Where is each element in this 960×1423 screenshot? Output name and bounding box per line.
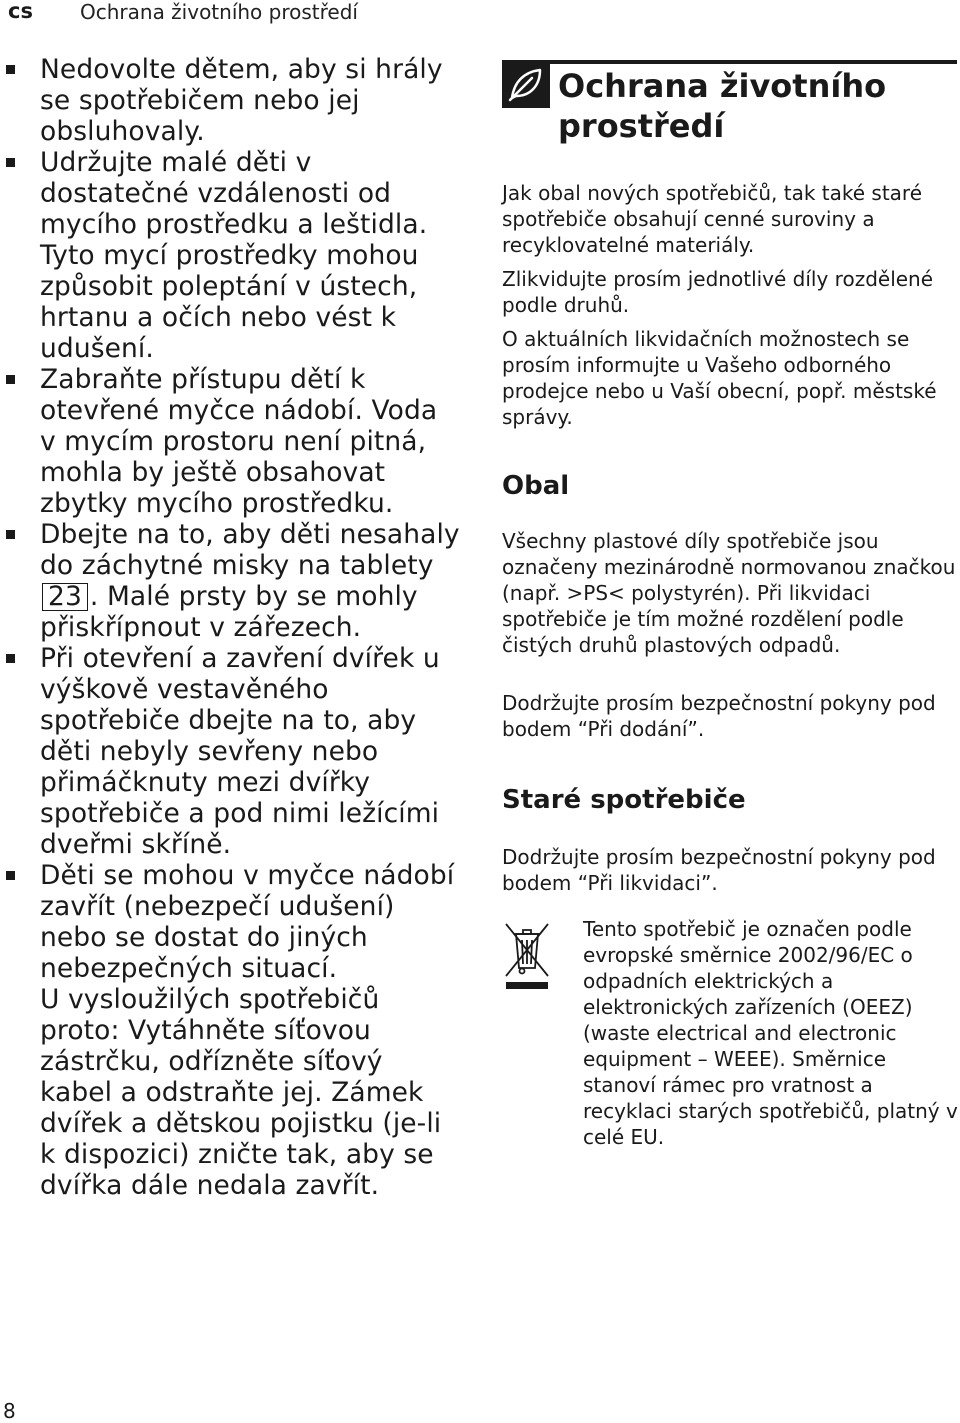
obal-paragraph: Dodržujte prosím bezpečnostní pokyny pod bodem “Při dodání”. <box>502 691 936 741</box>
bullet-square-icon <box>6 375 15 384</box>
bullet-text: Zabraňte přístupu dětí k otevřené myčce nádobí. Voda v mycím prostoru není pitná, mohla by ještě obsahovat zbytky mycího prostředku. <box>40 364 438 519</box>
page-number: 8 <box>3 1399 16 1423</box>
bullet-square-icon <box>6 871 15 880</box>
bullet-text-before: Dbejte na to, aby děti nesahaly do záchytné misky na tablety <box>40 519 460 581</box>
stare-spotrebice-heading: Staré spotřebiče <box>502 785 746 815</box>
crossed-out-bin-icon <box>502 920 552 994</box>
language-code: cs <box>8 0 33 23</box>
intro-paragraph: O aktuálních likvidačních možnostech se prosím informujte u Vašeho odborného prodejce nebo u Vaší obecní, popř. městské správy. <box>502 327 937 429</box>
bullet-text: Nedovolte dětem, aby si hrály se spotřebičem nebo jej obsluhovaly. <box>40 54 443 147</box>
list-item <box>40 147 460 364</box>
intro-paragraph: Jak obal nových spotřebičů, tak také staré spotřebiče obsahují cenné suroviny a recyklovatelné materiály. <box>502 181 922 257</box>
weee-paragraph: Tento spotřebič je označen podle evropské směrnice 2002/96/EC o odpadních elektrických a elektronických zařízeních (OEEZ) (waste electrical and electronic equipment – WEEE). Směrnice stanoví rámec pro vratnost a recyklaci starých spotřebičů, platný v celé EU. <box>583 917 958 1149</box>
bullet-square-icon <box>6 158 15 167</box>
bullet-text <box>40 519 460 643</box>
bullet-square-icon <box>6 65 15 74</box>
obal-heading: Obal <box>502 471 570 501</box>
list-item <box>40 54 460 147</box>
bullet-extra-text: U vysloužilých spotřebičů proto: Vytáhněte síťovou zástrčku, odřízněte síťový kabel a odstraňte jej. Zámek dvířek a dětskou pojistku (je-li k dispozici) zničte tak, aby se dvířka dále nedala zavřít. <box>40 984 442 1201</box>
left-column <box>40 54 460 1201</box>
bullet-square-icon <box>6 654 15 663</box>
obal-paragraph: Všechny plastové díly spotřebiče jsou označeny mezinárodně normovanou značkou (např. >PS< polystyrén). Při likvidaci spotřebiče je tím možné rozdělení podle čistých druhů plastových odpadů. <box>502 529 956 657</box>
bullet-text: Udržujte malé děti v dostatečné vzdálenosti od mycího prostředku a leštidla. Tyto mycí prostředky mohou způsobit poleptání v ústech, hrtanu a očích nebo vést k udušení. <box>40 147 428 364</box>
bullet-square-icon <box>6 530 15 539</box>
section-title: Ochrana životního prostředí <box>558 67 887 145</box>
running-title: Ochrana životního prostředí <box>80 0 358 24</box>
intro-paragraph: Zlikvidujte prosím jednotlivé díly rozdělené podle druhů. <box>502 267 934 317</box>
list-item <box>40 643 460 860</box>
stare-paragraph: Dodržujte prosím bezpečnostní pokyny pod bodem “Při likvidaci”. <box>502 845 936 895</box>
list-item <box>40 860 460 1201</box>
list-item <box>40 519 460 643</box>
page-header <box>0 0 960 28</box>
reference-number-box: 23 <box>42 583 88 611</box>
list-item <box>40 364 460 519</box>
bullet-text: Děti se mohou v myčce nádobí zavřít (nebezpečí udušení) nebo se dostat do jiných nebezpečných situací. <box>40 860 455 984</box>
bullet-text: Při otevření a zavření dvířek u výškově vestavěného spotřebiče dbejte na to, aby děti nebyly sevřeny nebo přimáčknuty mezi dvířky spotřebiče a pod nimi ležícími dveřmi skříně. <box>40 643 440 860</box>
bullet-text-after: . Malé prsty by se mohly přiskřípnout v zářezech. <box>40 581 418 643</box>
environment-leaf-icon <box>502 60 550 108</box>
safety-bullet-list <box>40 54 460 1201</box>
title-rule <box>502 60 957 64</box>
